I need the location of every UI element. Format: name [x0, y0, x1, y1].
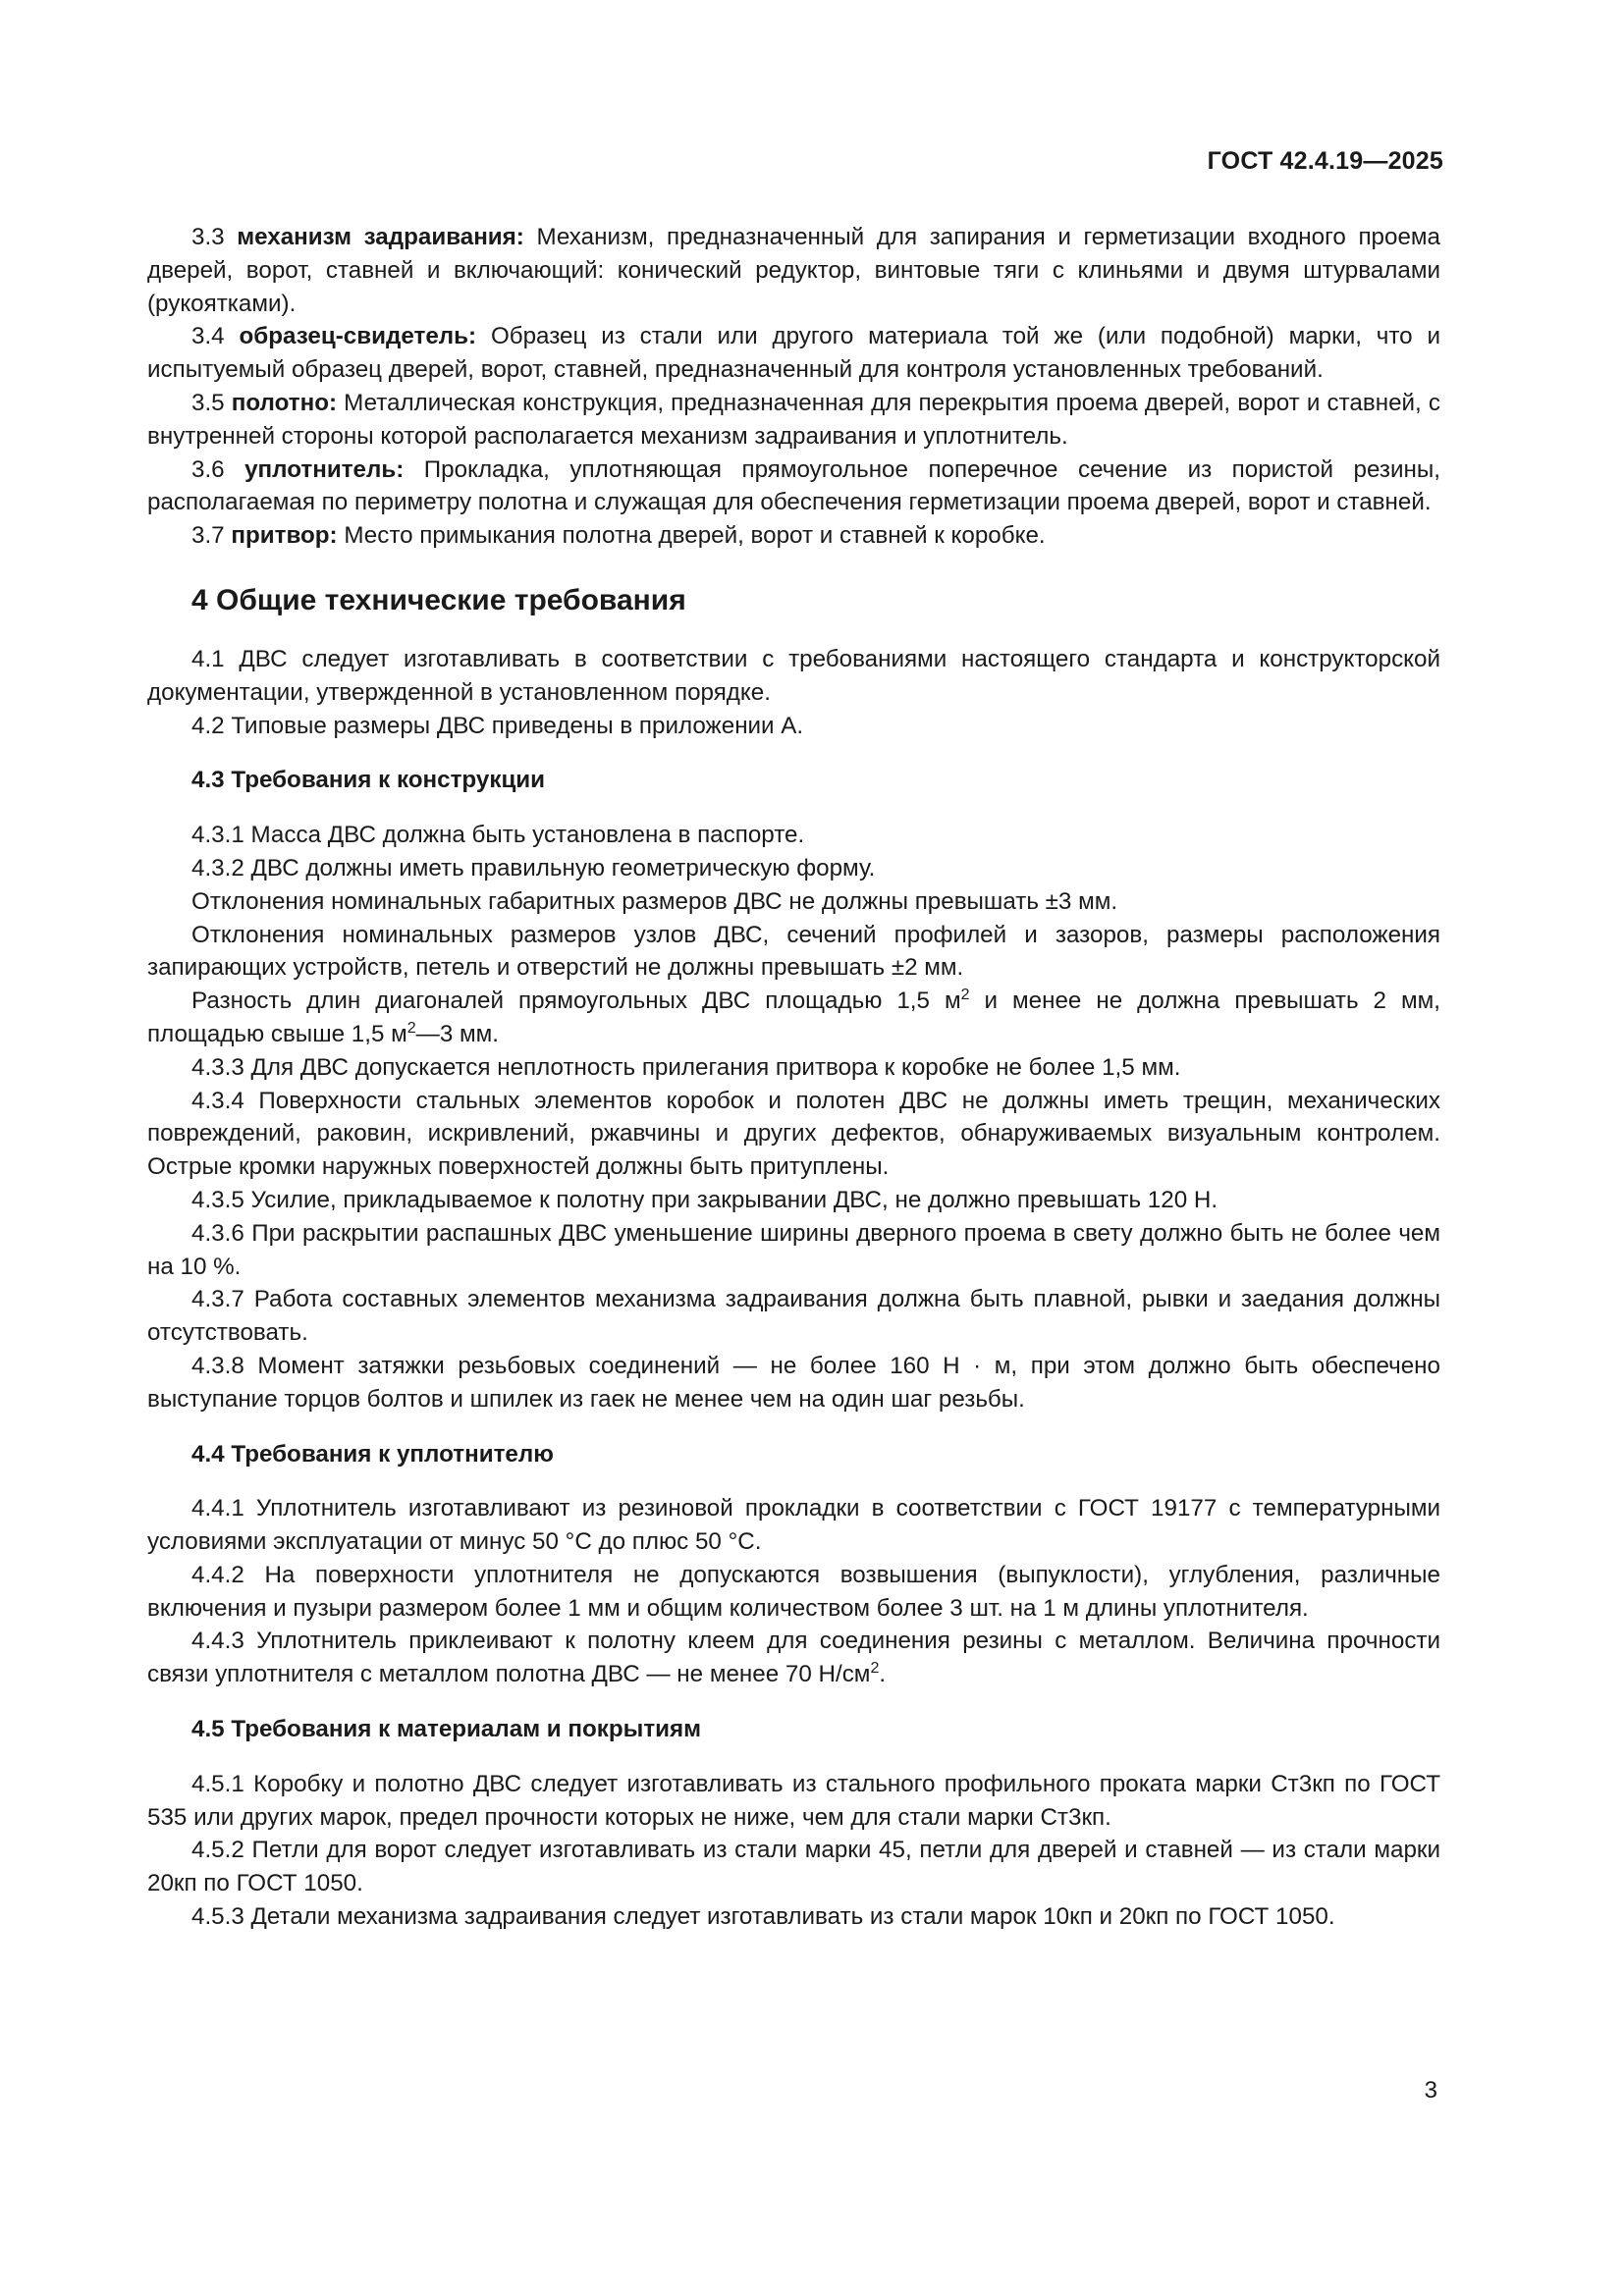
superscript-squared: 2 — [406, 1019, 416, 1037]
definition-text: Место примыкания полотна дверей, ворот и ставней к коробке. — [344, 522, 1046, 550]
clause-4-3-6: 4.3.6 При раскрытии распашных ДВС уменьшение ширины дверного проема в свету должно быть не более чем на 10 %. — [147, 1219, 1440, 1280]
defined-term: уплотнитель: — [244, 455, 405, 483]
diagonals-text-part2: и менее не должна превышать 2 мм, площадью свыше 1,5 м — [147, 988, 1440, 1047]
section-4-heading: 4 Общие технические требования — [191, 583, 686, 616]
clause-4-3-4: 4.3.4 Поверхности стальных элементов коробок и полотен ДВС не должны иметь трещин, механических повреждений, раковин, искривлений, ржавчины и других дефектов, обнаруживаемых визуальным контролем. Острые кромки наружных поверхностей должны быть притуплены. — [147, 1087, 1440, 1181]
superscript-squared: 2 — [870, 1660, 880, 1678]
definition-3-4 — [147, 320, 1440, 387]
document-body — [147, 221, 1440, 1934]
clause-4-5-2: 4.5.2 Петли для ворот следует изготавливать из стали марки 45, петли для дверей и ставней — из стали марки 20кп по ГОСТ 1050. — [147, 1837, 1440, 1897]
diagonals-text-part3: —3 мм. — [415, 1020, 499, 1047]
clause-4-4-1: 4.4.1 Уплотнитель изготавливают из резиновой прокладки в соответствии с ГОСТ 19177 с температурными условиями эксплуатации от минус 50 °С до плюс 50 °С. — [147, 1495, 1440, 1556]
definition-3-5 — [147, 387, 1440, 454]
clause-4-3-2: 4.3.2 ДВС должны иметь правильную геометрическую форму. — [191, 854, 876, 881]
definition-text: Прокладка, уплотняющая прямоугольное поперечное сечение из пористой резины, располагаемая по периметру полотна и служащая для обеспечения герметизации проема дверей, ворот и ставней. — [147, 455, 1440, 516]
clause-4-5-1: 4.5.1 Коробку и полотно ДВС следует изготавливать из стального профильного проката марки Ст3кп по ГОСТ 535 или других марок, предел прочности которых не ниже, чем для стали марки Ст3кп. — [147, 1770, 1440, 1831]
clause-4-3-2-diagonals — [147, 985, 1440, 1051]
clause-4-3-7: 4.3.7 Работа составных элементов механизма задраивания должна быть плавной, рывки и заедания должны отсутствовать. — [147, 1286, 1440, 1347]
subsection-4-5-heading: 4.5 Требования к материалам и покрытиям — [191, 1716, 702, 1743]
clause-4-1: 4.1 ДВС следует изготавливать в соответствии с требованиями настоящего стандарта и конструкторской документации, утвержденной в установленном порядке. — [147, 645, 1440, 706]
clause-4-4-3-period: . — [879, 1661, 887, 1688]
clause-4-3-1: 4.3.1 Масса ДВС должна быть установлена в паспорте. — [191, 822, 805, 849]
clause-4-3-5: 4.3.5 Усилие, прикладываемое к полотну при закрывании ДВС, не должно превышать 120 Н. — [191, 1186, 1218, 1213]
subsection-4-4-heading: 4.4 Требования к уплотнителю — [191, 1440, 554, 1468]
clause-4-5-3: 4.5.3 Детали механизма задраивания следует изготавливать из стали марок 10кп и 20кп по ГОСТ 1050. — [191, 1903, 1335, 1931]
subsection-4-3-heading: 4.3 Требования к конструкции — [191, 767, 546, 794]
clause-number: 3.6 — [191, 455, 225, 483]
clause-4-4-2: 4.4.2 На поверхности уплотнителя не допускаются возвышения (выпуклости), углубления, различные включения и пузыри размером более 1 мм и общим количеством более 3 шт. на 1 м длины уплотнителя. — [147, 1561, 1440, 1622]
clause-number: 3.3 — [191, 224, 225, 250]
definition-3-7 — [147, 519, 1440, 553]
definition-3-6 — [147, 454, 1440, 520]
clause-4-2: 4.2 Типовые размеры ДВС приведены в приложении А. — [191, 712, 804, 739]
clause-4-4-3-text: 4.4.3 Уплотнитель приклеивают к полотну клеем для соединения резины с металлом. Величина прочности связи уплотнителя с металлом полотна ДВС — не менее 70 Н/см — [147, 1628, 1440, 1688]
document-code-header: ГОСТ 42.4.19—2025 — [1207, 147, 1443, 175]
defined-term: притвор: — [231, 522, 338, 550]
clause-4-3-2-deviation-overall: Отклонения номинальных габаритных размеров ДВС не должны превышать ±3 мм. — [191, 887, 1118, 915]
clause-4-3-2-deviation-units: Отклонения номинальных размеров узлов ДВС, сечений профилей и зазоров, размеры расположения запирающих устройств, петель и отверстий не должны превышать ±2 мм. — [147, 921, 1440, 982]
superscript-squared: 2 — [960, 987, 970, 1004]
clause-number: 3.4 — [191, 323, 225, 350]
clause-number: 3.7 — [191, 522, 225, 550]
diagonals-text-part1: Разность длин диагоналей прямоугольных ДВС площадью 1,5 м — [191, 988, 961, 1015]
definition-3-3 — [147, 221, 1440, 320]
definition-text: Металлическая конструкция, предназначенная для перекрытия проема дверей, ворот и ставней, с внутренней стороны которой располагается механизм задраивания и уплотнитель. — [147, 389, 1440, 450]
clause-4-3-3: 4.3.3 Для ДВС допускается неплотность прилегания притвора к коробке не более 1,5 мм. — [191, 1053, 1181, 1081]
defined-term: механизм задраивания: — [237, 224, 524, 250]
clause-4-3-8: 4.3.8 Момент затяжки резьбовых соединений — не более 160 Н · м, при этом должно быть обеспечено выступание торцов болтов и шпилек из гаек не менее чем на один шаг резьбы. — [147, 1352, 1440, 1413]
defined-term: полотно: — [231, 389, 338, 416]
definition-text: Образец из стали или другого материала той же (или подобной) марки, что и испытуемый образец дверей, ворот, ставней, предназначенный для контроля установленных требований. — [147, 323, 1440, 384]
definition-text: Механизм, предназначенный для запирания и герметизации входного проема дверей, ворот, ставней и включающий: конический редуктор, винтовые тяги с клиньями и двумя штурвалами (рукоятками). — [147, 224, 1440, 317]
page-number: 3 — [1424, 2077, 1437, 2104]
defined-term: образец-свидетель: — [239, 323, 477, 350]
clause-4-4-3 — [147, 1625, 1440, 1691]
clause-number: 3.5 — [191, 389, 225, 416]
